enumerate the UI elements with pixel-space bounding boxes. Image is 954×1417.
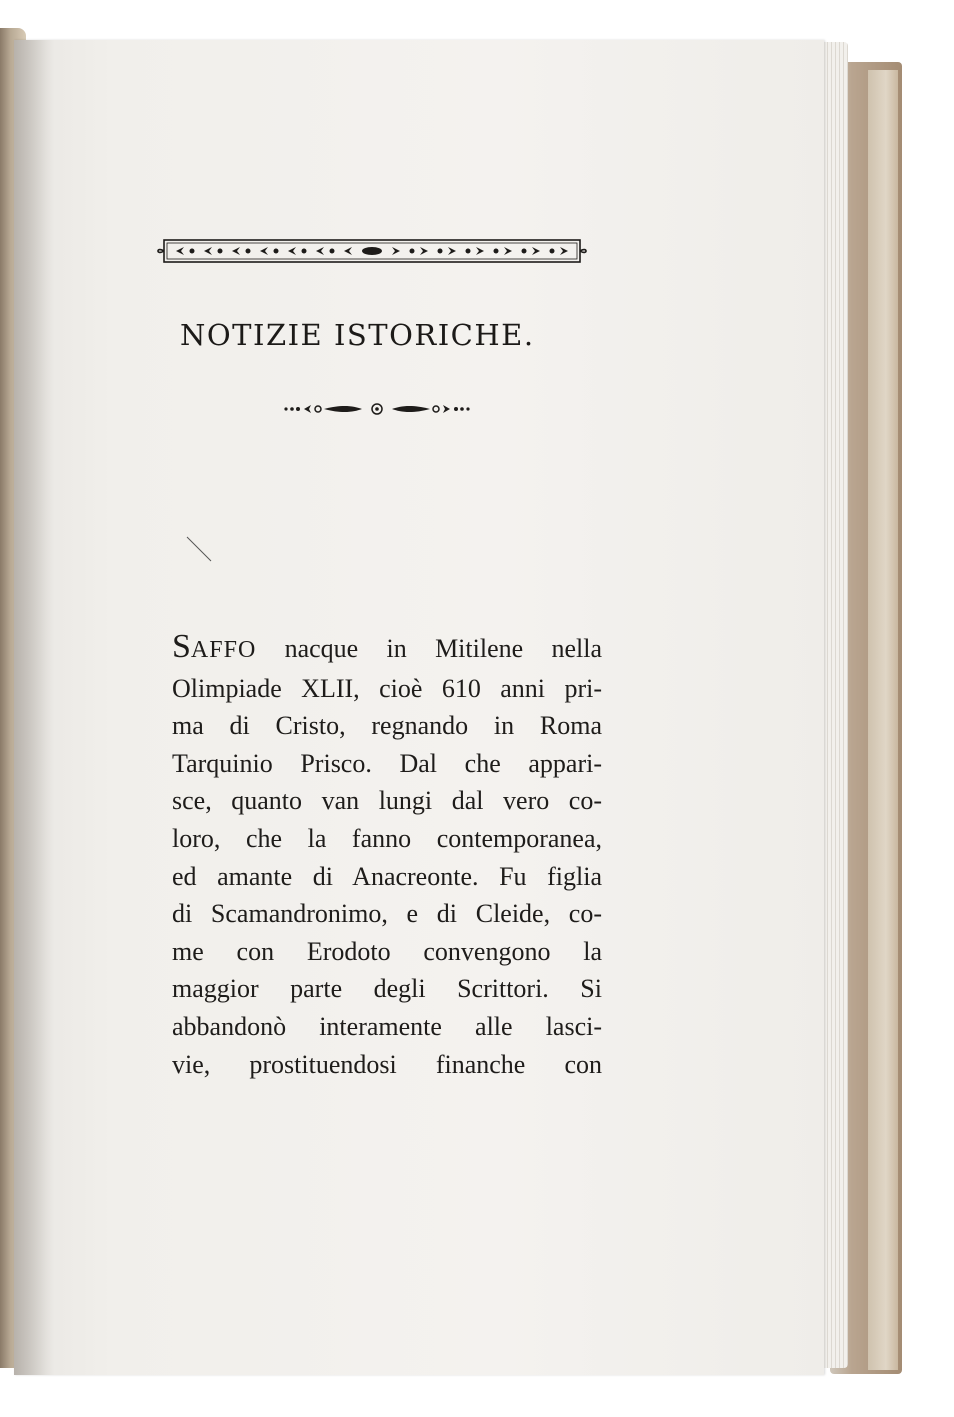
ornament-divider xyxy=(282,398,472,420)
body-text xyxy=(172,628,602,1083)
initial-word-rest: AFFO xyxy=(190,637,257,663)
body-line-3: ma di Cristo, regnando in Roma xyxy=(172,711,602,741)
book-cover-right-edge xyxy=(868,70,898,1370)
pencil-mark xyxy=(185,535,215,565)
body-line-5: sce, quanto van lungi dal vero co- xyxy=(172,786,602,816)
body-line-2: Olimpiade XLII, cioè 610 anni pri- xyxy=(172,673,602,703)
body-line-8: di Scamandronimo, e di Cleide, co- xyxy=(172,899,602,929)
body-line-9: me con Erodoto convengono la xyxy=(172,936,602,966)
body-line-12: vie, prostituendosi finanche con xyxy=(172,1049,602,1079)
page-title: NOTIZIE ISTORICHE. xyxy=(180,318,535,352)
body-line-4: Tarquinio Prisco. Dal che appari- xyxy=(172,748,602,778)
drop-cap: S xyxy=(172,628,191,665)
body-line-6: loro, che la fanno contemporanea, xyxy=(172,823,602,853)
body-line-11: abbandonò interamente alle lasci- xyxy=(172,1011,602,1041)
gutter-shadow xyxy=(14,40,54,1375)
body-line-10: maggior parte degli Scrittori. Si xyxy=(172,974,602,1004)
body-line-7: ed amante di Anacreonte. Fu figlia xyxy=(172,861,602,891)
body-line-1: SAFFO nacque in Mitilene nella xyxy=(172,628,602,665)
ornament-top-band xyxy=(152,232,592,270)
